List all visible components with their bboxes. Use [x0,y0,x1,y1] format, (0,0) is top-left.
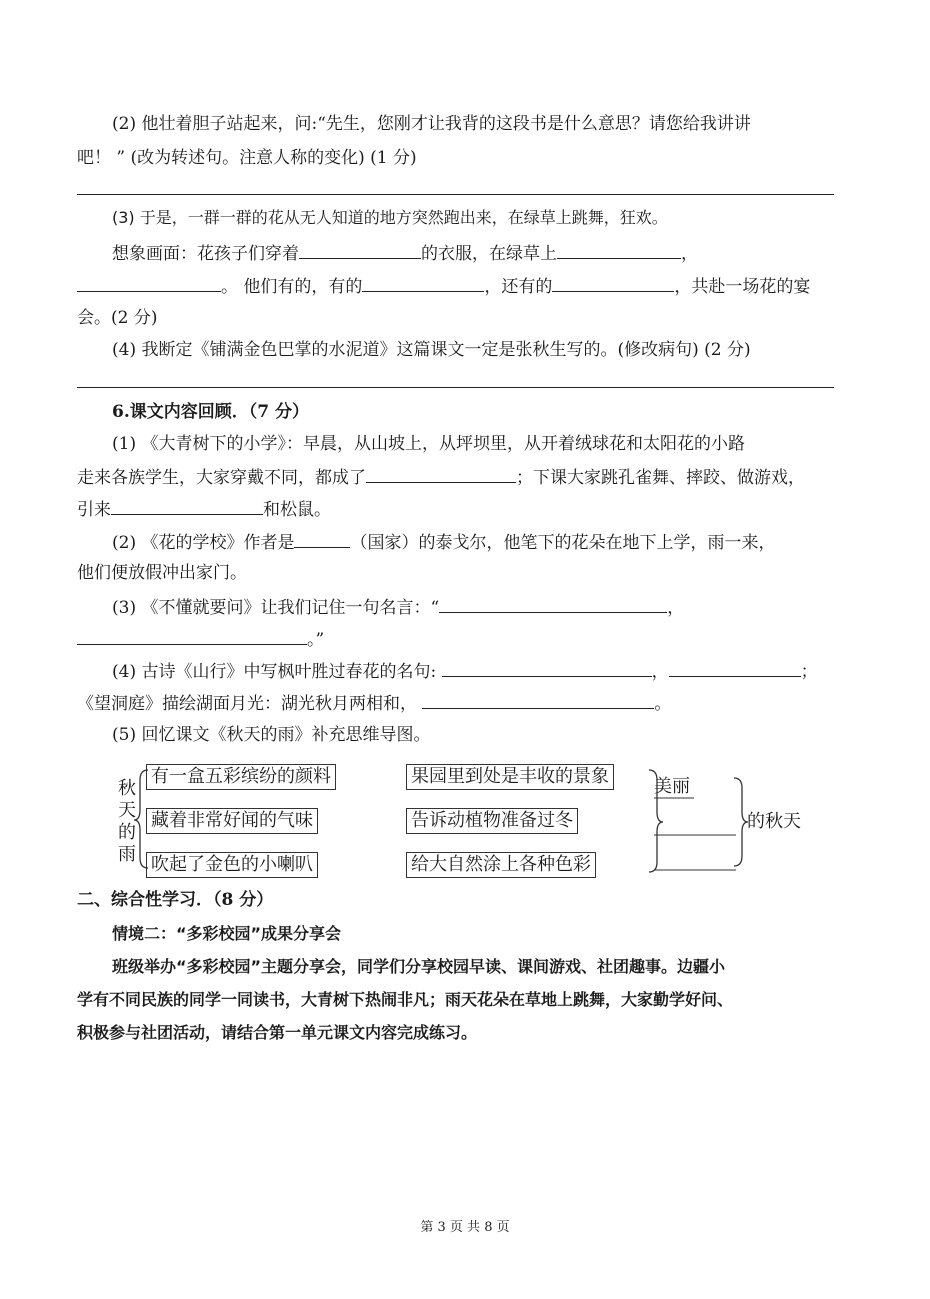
q5-item2-line2: 吧！ ” (改为转述句。注意人称的变化) (1 分) [77,148,417,168]
q6-title: 6.课文内容回顾．（7 分） [112,402,309,422]
text: 《望洞庭》描绘湖面月光：湖光秋月两相和， [77,694,417,714]
text: ； [800,662,818,682]
text: (4) 古诗《山行》中写枫叶胜过春花的名句: [112,662,437,682]
q6-item2-line2: 他们便放假冲出家门。 [77,563,247,583]
q5-item4: (4) 我断定《铺满金色巴掌的水泥道》这篇课文一定是张秋生写的。(修改病句) (2 分) [112,340,751,360]
map-box-left: 吹起了金色的小喇叭 [146,852,318,878]
q6-item1-line1: (1) 《大青树下的小学》：早晨，从山坡上，从坪坝里，从开着绒球花和太阳花的小路 [112,434,745,454]
root-char: 雨 [118,844,136,865]
page-footer: 第 3 页 共 8 页 [420,1220,510,1235]
text: 。 他们有的，有的 [221,277,363,297]
section2-para-line2: 学有不同民族的同学一同读书，大青树下热闹非凡；雨天花朵在草地上跳舞，大家勤学好问、 [77,990,734,1009]
section2-para-line1: 班级举办“多彩校园”主题分享会，同学们分享校园早读、课间游戏、社团趣事。边疆小 [112,957,726,976]
text: ， [681,244,698,264]
text: ，还有的 [484,277,553,297]
text: 和松鼠。 [263,500,331,520]
root-char: 的 [118,822,136,843]
text: ， [651,662,669,682]
map-box-mid: 告诉动植物准备过冬 [406,808,578,834]
map-box-left: 有一盒五彩缤纷的颜料 [146,764,336,790]
section2-scene: 情境二：“多彩校园”成果分享会 [112,924,342,943]
q6-item5: (5) 回忆课文《秋天的雨》补充思维导图。 [112,725,431,745]
map-answer-first: 美丽 [654,776,690,797]
text: 。” [307,630,325,650]
text: 的衣服，在绿草上 [421,244,557,264]
section2-para-line3: 积极参与社团活动，请结合第一单元课文内容完成练习。 [77,1023,478,1042]
map-suffix: 的秋天 [747,811,801,832]
text: ， [667,598,685,618]
text: ，共赴一场花的宴 [674,277,811,297]
map-box-mid: 果园里到处是丰收的景象 [406,764,614,790]
text: (2) 《花的学校》作者是 [112,533,295,553]
root-char: 秋 [118,778,136,799]
text: (3) 《不懂就要问》让我们记住一句名言：“ [112,598,440,618]
map-box-mid: 给大自然涂上各种色彩 [406,852,596,878]
text: 引来 [77,500,111,520]
text: 。 [654,694,672,714]
root-char: 天 [118,800,136,821]
q5-item3-line4: 会。(2 分) [77,308,158,328]
q5-item3-sentence: (3) 于是，一群一群的花从无人知道的地方突然跑出来，在绿草上跳舞，狂欢。 [112,208,668,227]
text: ；下课大家跳孔雀舞、摔跤、做游戏， [516,468,805,488]
q5-item2-line1: (2) 他壮着胆子站起来，问:“先生，您刚才让我背的这段书是什么意思？请您给我讲讲 [112,114,751,134]
text: （国家）的泰戈尔，他笔下的花朵在地下上学，雨一来， [350,533,776,553]
section2-title: 二、综合性学习．（8 分） [77,890,274,910]
text: 想象画面：花孩子们穿着 [112,244,299,264]
map-box-left: 藏着非常好闻的气味 [146,808,318,834]
text: 走来各族学生，大家穿戴不同，都成了 [77,468,366,488]
